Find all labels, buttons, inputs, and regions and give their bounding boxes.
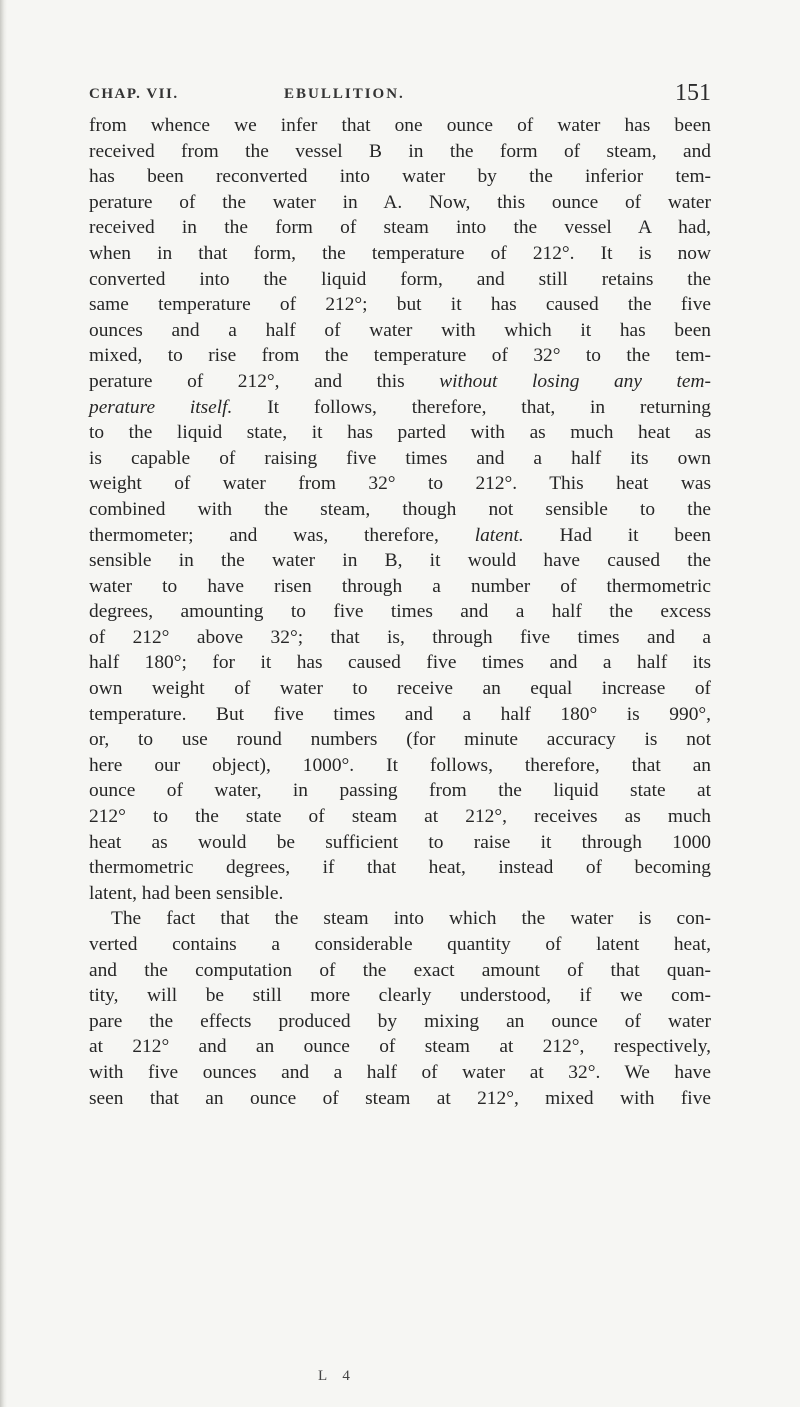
text-line: temperature. But five times and a half 180° is 990°,	[89, 703, 711, 725]
text-line: when in that form, the temperature of 212°. It is now	[89, 242, 711, 264]
italic-phrase: perature itself.	[89, 396, 233, 418]
text-line: sensible in the water in B, it would have caused the	[89, 550, 711, 572]
text-line: has been reconverted into water by the inferior tem-	[89, 166, 711, 188]
text-line: ounce of water, in passing from the liquid state at	[89, 780, 711, 802]
text-line: degrees, amounting to five times and a half the excess	[89, 601, 711, 623]
text-line: of 212° above 32°; that is, through five times and a	[89, 626, 711, 648]
paragraph-start-line: The fact that the steam into which the water is con-	[111, 908, 711, 930]
text-line: pare the effects produced by mixing an ounce of water	[89, 1010, 711, 1032]
text-line: weight of water from 32° to 212°. This heat was	[89, 473, 711, 495]
text-segment: It follows, therefore, that, in returning	[232, 396, 711, 418]
text-line-with-italic	[89, 523, 711, 549]
text-line: and the computation of the exact amount of that quan-	[89, 959, 711, 981]
text-line: 212° to the state of steam at 212°, receives as much	[89, 806, 711, 828]
text-line: to the liquid state, it has parted with as much heat as	[89, 422, 711, 444]
text-segment: Had it been	[523, 524, 711, 546]
text-line: or, to use round numbers (for minute accuracy is not	[89, 729, 711, 751]
text-line: ounces and a half of water with which it has been	[89, 319, 711, 341]
text-line: combined with the steam, though not sensible to the	[89, 498, 711, 520]
text-line: mixed, to rise from the temperature of 32° to the tem-	[89, 345, 711, 367]
body-text	[89, 113, 711, 1111]
text-line: water to have risen through a number of thermometric	[89, 575, 711, 597]
text-line: converted into the liquid form, and still retains the	[89, 268, 711, 290]
text-line: with five ounces and a half of water at 32°. We have	[89, 1061, 711, 1083]
text-line-with-italic	[89, 369, 711, 395]
text-line: heat as would be sufficient to raise it through 1000	[89, 831, 711, 853]
text-line-with-italic	[89, 395, 711, 421]
text-line: half 180°; for it has caused five times and a half its	[89, 652, 711, 674]
page-number: 151	[675, 80, 711, 106]
text-segment: thermometer; and was, therefore,	[89, 524, 475, 546]
chapter-label: CHAP. VII.	[89, 86, 179, 102]
text-line: received in the form of steam into the vessel A had,	[89, 217, 711, 239]
text-line: verted contains a considerable quantity of latent heat,	[89, 934, 711, 955]
text-line: perature of the water in A. Now, this ounce of water	[89, 191, 711, 213]
section-title: EBULLITION.	[284, 86, 405, 102]
text-line: here our object), 1000°. It follows, therefore, that an	[89, 754, 711, 776]
running-head	[89, 80, 711, 110]
text-line: own weight of water to receive an equal increase of	[89, 678, 711, 700]
text-line: tity, will be still more clearly understood, if we com-	[89, 985, 711, 1007]
text-segment: perature of 212°, and this	[89, 370, 440, 392]
italic-phrase: without losing any tem-	[439, 370, 711, 392]
text-line: same temperature of 212°; but it has caused the five	[89, 294, 711, 316]
italic-word: latent.	[474, 524, 524, 546]
text-line: from whence we infer that one ounce of water has been	[89, 115, 711, 136]
printer-signature-mark: L 4	[318, 1368, 356, 1384]
paragraph-end-line: latent, had been sensible.	[89, 882, 284, 904]
text-line: thermometric degrees, if that heat, instead of becoming	[89, 857, 711, 879]
text-line: received from the vessel B in the form of steam, and	[89, 140, 711, 162]
text-line: at 212° and an ounce of steam at 212°, respectively,	[89, 1036, 711, 1058]
text-line: seen that an ounce of steam at 212°, mixed with five	[89, 1087, 711, 1109]
text-line: is capable of raising five times and a half its own	[89, 447, 711, 469]
